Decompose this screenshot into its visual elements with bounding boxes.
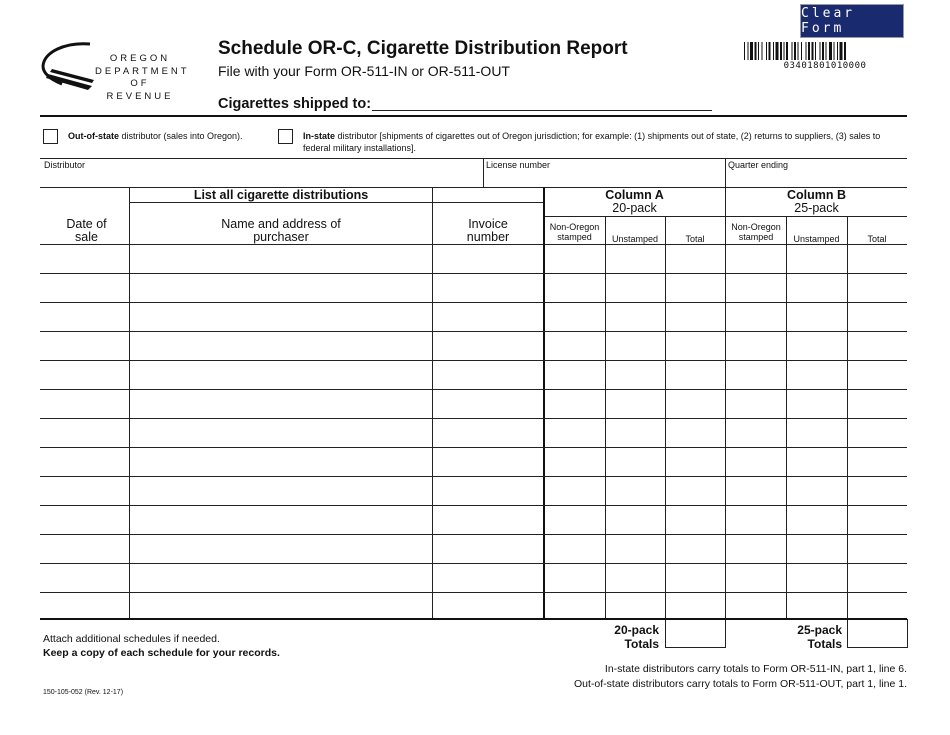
list-header-rule (130, 202, 543, 203)
a-non-oregon-cell[interactable] (545, 303, 605, 330)
list-header: List all cigarette distributions (193, 188, 369, 202)
a-total-cell[interactable] (666, 419, 725, 446)
b-total-cell[interactable] (848, 564, 907, 591)
out-of-state-label: Out-of-state distributor (sales into Oregon). (68, 131, 243, 141)
barcode-bar (792, 42, 793, 60)
fields-top-rule (40, 158, 907, 159)
barcode-bar (748, 42, 749, 60)
barcode-bar (844, 42, 846, 60)
a-total-cell[interactable] (666, 361, 725, 388)
barcode-bar (769, 42, 771, 60)
a-totals-label: 20-pack Totals (614, 623, 659, 651)
form-number: 150-105-052 (Rev. 12-17) (43, 689, 124, 696)
b-non-oregon-cell[interactable] (726, 332, 786, 359)
table-bottom-rule (40, 618, 907, 620)
a-non-oregon-cell[interactable] (545, 593, 605, 620)
name-cell[interactable] (130, 564, 432, 591)
barcode-bar (808, 42, 810, 60)
in-state-carry-note: In-state distributors carry totals to Form OR-511-IN, part 1, line 6. (604, 663, 907, 675)
name-cell[interactable] (130, 390, 432, 417)
b-non-oregon-cell[interactable] (726, 303, 786, 330)
invoice-cell[interactable] (433, 564, 543, 591)
barcode-bar (820, 42, 821, 60)
barcode-bar (784, 42, 785, 60)
a-unstamped-cell[interactable] (606, 361, 665, 388)
a-non-oregon-header: Non-Oregon stamped (549, 222, 600, 242)
b-non-oregon-header: Non-Oregon stamped (731, 222, 781, 242)
barcode-bar (840, 42, 843, 60)
barcode-bar (786, 42, 788, 60)
barcode-bar (822, 42, 824, 60)
a-non-oregon-cell[interactable] (545, 274, 605, 301)
barcode-bar (798, 42, 799, 60)
a-total-cell[interactable] (666, 332, 725, 359)
a-total-cell[interactable] (666, 274, 725, 301)
b-unstamped-cell[interactable] (787, 477, 847, 504)
column-b-title: Column B (786, 188, 847, 202)
date-cell[interactable] (40, 564, 129, 591)
invoice-cell[interactable] (433, 274, 543, 301)
a-unstamped-cell[interactable] (606, 274, 665, 301)
barcode-bar (750, 42, 753, 60)
row-rule (40, 389, 907, 390)
barcode-bar (826, 42, 827, 60)
date-cell[interactable] (40, 477, 129, 504)
column-b-subtitle: 25-pack (794, 201, 839, 215)
invoice-cell[interactable] (433, 361, 543, 388)
name-cell[interactable] (130, 506, 432, 533)
a-non-oregon-cell[interactable] (545, 506, 605, 533)
name-cell[interactable] (130, 303, 432, 330)
invoice-cell[interactable] (433, 448, 543, 475)
a-unstamped-cell[interactable] (606, 332, 665, 359)
b-total-header: Total (867, 234, 887, 244)
barcode-bar (758, 42, 759, 60)
oregon-revenue-logo-icon (40, 40, 100, 90)
b-total-cell[interactable] (848, 506, 907, 533)
b-total-cell[interactable] (848, 390, 907, 417)
a-non-oregon-cell[interactable] (545, 419, 605, 446)
a-non-oregon-cell[interactable] (545, 390, 605, 417)
b-unstamped-cell[interactable] (787, 303, 847, 330)
name-cell[interactable] (130, 448, 432, 475)
license-number-label: License number (486, 160, 551, 170)
barcode-bar (837, 42, 838, 60)
b-total-cell[interactable] (848, 245, 907, 272)
b-non-oregon-cell[interactable] (726, 448, 786, 475)
date-cell[interactable] (40, 390, 129, 417)
a-non-oregon-cell[interactable] (545, 564, 605, 591)
a-unstamped-cell[interactable] (606, 448, 665, 475)
b-non-oregon-cell[interactable] (726, 361, 786, 388)
row-rule (40, 447, 907, 448)
a-unstamped-cell[interactable] (606, 564, 665, 591)
attach-note: Attach additional schedules if needed. (43, 633, 220, 645)
barcode-bar (794, 42, 796, 60)
a-total-cell[interactable] (666, 303, 725, 330)
a-non-oregon-cell[interactable] (545, 245, 605, 272)
date-cell[interactable] (40, 361, 129, 388)
date-cell[interactable] (40, 535, 129, 562)
row-rule (40, 592, 907, 593)
in-state-label: In-state distributor [shipments of cigarettes out of Oregon jurisdiction; for example: (1) shipments out of state, (2) returns to suppliers, (3) sales to federal military installations]. (303, 131, 881, 153)
date-cell[interactable] (40, 245, 129, 272)
date-header: Date of sale (66, 217, 107, 244)
row-rule (40, 273, 907, 274)
header-rule (40, 115, 907, 117)
barcode-bar (744, 42, 745, 60)
b-total-cell[interactable] (848, 332, 907, 359)
a-total-header: Total (685, 234, 705, 244)
b-non-oregon-cell[interactable] (726, 593, 786, 620)
date-cell[interactable] (40, 419, 129, 446)
invoice-cell[interactable] (433, 477, 543, 504)
b-total-cell[interactable] (848, 303, 907, 330)
a-unstamped-cell[interactable] (606, 303, 665, 330)
b-non-oregon-cell[interactable] (726, 506, 786, 533)
b-unstamped-cell[interactable] (787, 593, 847, 620)
b-non-oregon-cell[interactable] (726, 245, 786, 272)
b-total-cell[interactable] (848, 361, 907, 388)
keep-copy-note: Keep a copy of each schedule for your records. (43, 647, 280, 659)
form-subtitle: File with your Form OR-511-IN or OR-511-OUT (218, 63, 510, 79)
agency-name: OREGON DEPARTMENT OF REVENUE (95, 53, 190, 102)
a-unstamped-cell[interactable] (606, 390, 665, 417)
barcode-bar (806, 42, 807, 60)
a-total-cell[interactable] (666, 506, 725, 533)
row-rule (40, 505, 907, 506)
a-unstamped-cell[interactable] (606, 593, 665, 620)
a-unstamped-cell[interactable] (606, 245, 665, 272)
b-unstamped-cell[interactable] (787, 535, 847, 562)
date-cell[interactable] (40, 274, 129, 301)
invoice-cell[interactable] (433, 506, 543, 533)
b-unstamped-header: Unstamped (793, 234, 840, 244)
b-total-cell[interactable] (848, 419, 907, 446)
invoice-cell[interactable] (433, 419, 543, 446)
form-title: Schedule OR-C, Cigarette Distribution Report (218, 38, 628, 59)
shipped-to-label: Cigarettes shipped to: (218, 96, 372, 112)
b-unstamped-cell[interactable] (787, 419, 847, 446)
b-non-oregon-cell[interactable] (726, 274, 786, 301)
a-non-oregon-cell[interactable] (545, 477, 605, 504)
distributor-input[interactable] (40, 170, 483, 187)
a-total-cell[interactable] (666, 564, 725, 591)
barcode-bar (762, 42, 763, 60)
row-rule (40, 331, 907, 332)
a-total-cell[interactable] (666, 245, 725, 272)
b-non-oregon-cell[interactable] (726, 564, 786, 591)
a-non-oregon-cell[interactable] (545, 361, 605, 388)
out-of-state-checkbox[interactable] (43, 129, 58, 144)
name-cell[interactable] (130, 593, 432, 620)
b-non-oregon-cell[interactable] (726, 477, 786, 504)
barcode-icon (744, 42, 906, 60)
barcode-number: 03401801010000 (783, 61, 867, 71)
date-cell[interactable] (40, 593, 129, 620)
name-cell[interactable] (130, 361, 432, 388)
barcode-bar (766, 42, 767, 60)
b-non-oregon-cell[interactable] (726, 419, 786, 446)
b-total-cell[interactable] (848, 448, 907, 475)
b-unstamped-cell[interactable] (787, 274, 847, 301)
b-unstamped-cell[interactable] (787, 506, 847, 533)
row-rule (40, 302, 907, 303)
barcode-bar (780, 42, 782, 60)
a-total-cell[interactable] (666, 535, 725, 562)
date-cell[interactable] (40, 506, 129, 533)
barcode-bar (801, 42, 802, 60)
name-cell[interactable] (130, 332, 432, 359)
b-unstamped-cell[interactable] (787, 332, 847, 359)
b-total-cell[interactable] (848, 274, 907, 301)
date-cell[interactable] (40, 448, 129, 475)
column-a-title: Column A (605, 188, 664, 202)
in-state-checkbox[interactable] (278, 129, 293, 144)
a-totals-input[interactable] (666, 620, 725, 647)
quarter-ending-label: Quarter ending (728, 160, 789, 170)
b-total-cell[interactable] (848, 535, 907, 562)
a-non-oregon-cell[interactable] (545, 332, 605, 359)
invoice-cell[interactable] (433, 332, 543, 359)
license-number-input[interactable] (484, 170, 724, 187)
a-total-cell[interactable] (666, 448, 725, 475)
a-unstamped-cell[interactable] (606, 535, 665, 562)
b-total-cell[interactable] (848, 477, 907, 504)
a-unstamped-cell[interactable] (606, 419, 665, 446)
invoice-cell[interactable] (433, 593, 543, 620)
name-cell[interactable] (130, 535, 432, 562)
a-totals-rule (665, 647, 726, 648)
b-unstamped-cell[interactable] (787, 390, 847, 417)
row-rule (40, 534, 907, 535)
b-total-cell[interactable] (848, 593, 907, 620)
barcode-bar (773, 42, 774, 60)
name-cell[interactable] (130, 274, 432, 301)
invoice-cell[interactable] (433, 390, 543, 417)
name-cell[interactable] (130, 245, 432, 272)
b-non-oregon-cell[interactable] (726, 535, 786, 562)
invoice-cell[interactable] (433, 303, 543, 330)
barcode-bar (776, 42, 779, 60)
barcode-bar (755, 42, 757, 60)
a-total-cell[interactable] (666, 593, 725, 620)
b-totals-rule (847, 647, 908, 648)
b-unstamped-cell[interactable] (787, 361, 847, 388)
a-non-oregon-cell[interactable] (545, 535, 605, 562)
row-rule (40, 360, 907, 361)
column-a-subtitle: 20-pack (612, 201, 657, 215)
row-rule (40, 418, 907, 419)
shipped-to-field[interactable] (372, 96, 712, 111)
invoice-cell[interactable] (433, 535, 543, 562)
name-cell[interactable] (130, 477, 432, 504)
a-total-cell[interactable] (666, 477, 725, 504)
b-non-oregon-cell[interactable] (726, 390, 786, 417)
invoice-cell[interactable] (433, 245, 543, 272)
out-state-carry-note: Out-of-state distributors carry totals to Form OR-511-OUT, part 1, line 1. (574, 678, 907, 690)
date-cell[interactable] (40, 332, 129, 359)
a-unstamped-header: Unstamped (611, 234, 659, 244)
row-rule (40, 476, 907, 477)
col-divider (907, 619, 908, 648)
barcode-bar (834, 42, 835, 60)
barcode-bar (812, 42, 814, 60)
distributor-label: Distributor (44, 160, 86, 170)
name-header: Name and address of purchaser (221, 217, 341, 244)
a-total-cell[interactable] (666, 390, 725, 417)
barcode-bar (829, 42, 832, 60)
b-totals-label: 25-pack Totals (797, 623, 842, 651)
b-totals-input[interactable] (848, 620, 907, 647)
name-cell[interactable] (130, 419, 432, 446)
invoice-header: Invoice number (466, 217, 510, 244)
quarter-ending-input[interactable] (726, 170, 907, 187)
b-unstamped-cell[interactable] (787, 564, 847, 591)
b-unstamped-cell[interactable] (787, 245, 847, 272)
clear-form-button[interactable]: Clear Form (800, 4, 904, 38)
b-unstamped-cell[interactable] (787, 448, 847, 475)
a-unstamped-cell[interactable] (606, 477, 665, 504)
a-non-oregon-cell[interactable] (545, 448, 605, 475)
a-unstamped-cell[interactable] (606, 506, 665, 533)
row-rule (40, 563, 907, 564)
barcode-bar (815, 42, 816, 60)
date-cell[interactable] (40, 303, 129, 330)
